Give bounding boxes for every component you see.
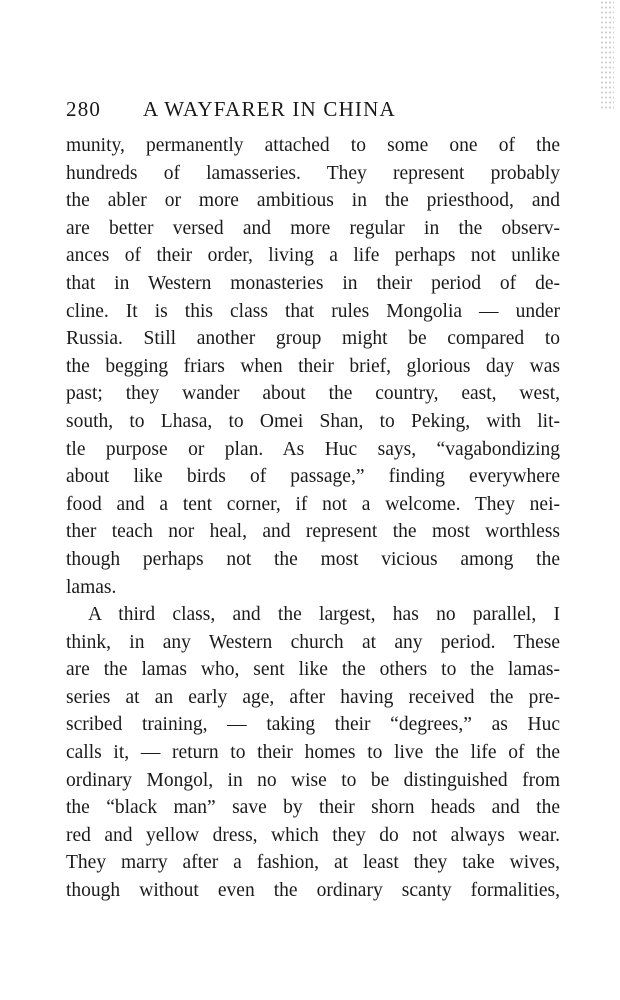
text-line: calls it, — return to their homes to live the life of the <box>66 742 560 764</box>
text-line: the “black man” save by their shorn heads and the <box>66 797 560 819</box>
text-line: food and a tent corner, if not a welcome. They nei- <box>66 493 560 515</box>
text-line: south, to Lhasa, to Omei Shan, to Peking, with lit- <box>66 410 560 432</box>
text-line: cline. It is this class that rules Mongolia — under <box>66 300 560 322</box>
text-line: munity, permanently attached to some one of the <box>66 135 560 156</box>
text-line: series at an early age, after having received the pre- <box>66 686 560 708</box>
text-line: ther teach nor heal, and represent the most worthless <box>66 521 560 543</box>
text-line: ances of their order, living a life perhaps not unlike <box>66 245 560 267</box>
text-line: though perhaps not the most vicious among the <box>66 548 560 570</box>
text-line: though without even the ordinary scanty formalities, <box>66 880 560 902</box>
text-line: red and yellow dress, which they do not always wear. <box>66 824 560 846</box>
running-head <box>66 94 566 124</box>
text-line: the begging friars when their brief, glorious day was <box>66 355 560 377</box>
page-edge-specks <box>600 0 614 110</box>
text-line: They marry after a fashion, at least they take wives, <box>66 852 560 874</box>
page-number: 280 <box>66 97 102 121</box>
book-title: A WAYFARER IN CHINA <box>143 97 396 121</box>
paragraph-end-line: lamas. <box>66 576 117 598</box>
text-line: that in Western monasteries in their period of de- <box>66 272 560 294</box>
text-line: about like birds of passage,” finding everywhere <box>66 466 560 488</box>
text-line: hundreds of lamasseries. They represent probably <box>66 162 560 184</box>
text-line: Russia. Still another group might be compared to <box>66 328 560 350</box>
text-line: are better versed and more regular in the observ- <box>66 217 560 239</box>
body-text <box>66 132 560 905</box>
text-line: are the lamas who, sent like the others to the lamas- <box>66 659 560 681</box>
text-line: scribed training, — taking their “degrees,” as Huc <box>66 714 560 736</box>
text-line: think, in any Western church at any period. These <box>66 631 560 653</box>
text-line: past; they wander about the country, east, west, <box>66 383 560 405</box>
paragraph-start-line: A third class, and the largest, has no parallel, I <box>88 604 560 626</box>
text-line: the abler or more ambitious in the priesthood, and <box>66 190 560 212</box>
text-line: tle purpose or plan. As Huc says, “vagabondizing <box>66 438 560 460</box>
text-line: ordinary Mongol, in no wise to be distinguished from <box>66 769 560 791</box>
